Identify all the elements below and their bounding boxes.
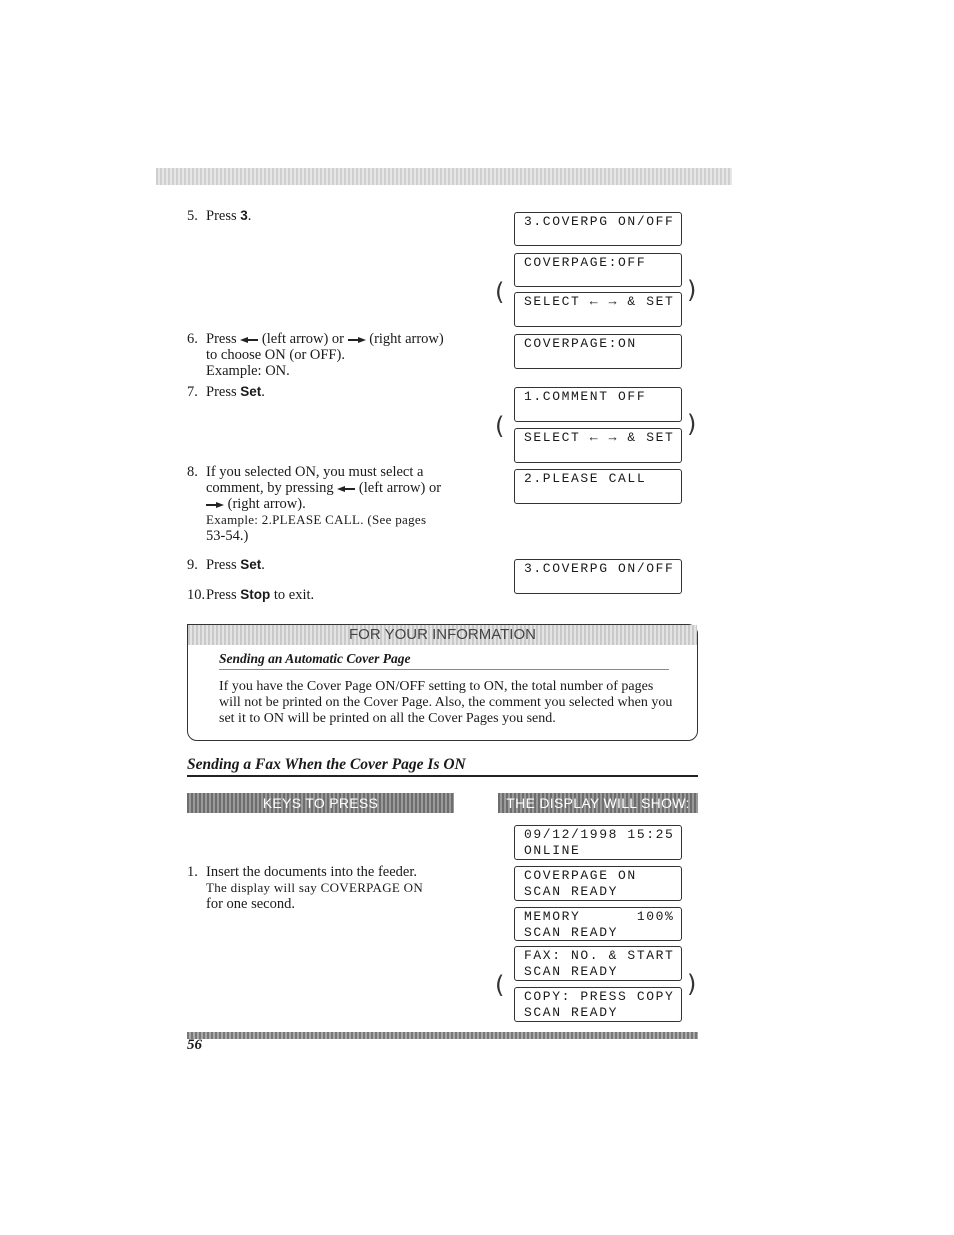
lcd-display: COVERPAGE:ON: [514, 334, 682, 369]
page-number: 56: [187, 1037, 202, 1053]
key-set: Set: [240, 557, 262, 572]
lcd-display: 3.COVERPG ON/OFF: [514, 212, 682, 246]
step-6: 6. Press (left arrow) or (right arrow) to choose ON (or OFF). Example: ON.: [187, 331, 444, 379]
lcd-display: 2.PLEASE CALL: [514, 469, 682, 504]
lcd-display: COVERPAGE:OFF: [514, 253, 682, 287]
key-stop: Stop: [240, 587, 271, 602]
step-10: 10.Press Stop to exit.: [187, 587, 315, 603]
left-arrow-icon: [337, 486, 355, 492]
step-9: 9. Press Set.: [187, 557, 265, 573]
key-set: Set: [240, 384, 262, 399]
lcd-display: FAX: NO. & START SCAN READY: [514, 946, 682, 981]
cycle-left-icon: (: [495, 412, 505, 440]
info-box: [187, 624, 698, 741]
step-7: 7. Press Set.: [187, 384, 265, 400]
info-box-subtitle: Sending an Automatic Cover Page: [219, 651, 411, 666]
cycle-right-icon: ): [687, 276, 697, 304]
cycle-left-icon: (: [495, 278, 505, 306]
lcd-display: 09/12/1998 15:25 ONLINE: [514, 825, 682, 860]
lcd-display: COPY: PRESS COPY SCAN READY: [514, 987, 682, 1022]
cycle-left-icon: (: [495, 971, 505, 999]
display-header: THE DISPLAY WILL SHOW:: [498, 793, 698, 813]
header-band: [156, 168, 732, 185]
lcd-display: MEMORY 100% SCAN READY: [514, 907, 682, 941]
divider: [187, 775, 698, 777]
lcd-display: SELECT ← → & SET: [514, 428, 682, 463]
right-arrow-icon: [348, 337, 366, 343]
keys-header: KEYS TO PRESS: [187, 793, 454, 813]
left-arrow-icon: [240, 337, 258, 343]
step-5: 5. Press 3.: [187, 208, 252, 224]
right-arrow-icon: [206, 502, 224, 508]
divider: [219, 669, 669, 670]
section-title: Sending a Fax When the Cover Page Is ON: [187, 756, 466, 773]
step-1: 1. Insert the documents into the feeder. The display will say COVERPAGE ON for one second.: [187, 864, 424, 912]
info-box-title: FOR YOUR INFORMATION: [188, 625, 697, 645]
key-3: 3: [240, 208, 248, 223]
lcd-display: COVERPAGE ON SCAN READY: [514, 866, 682, 901]
lcd-display: 3.COVERPG ON/OFF: [514, 559, 682, 594]
lcd-display: 1.COMMENT OFF: [514, 387, 682, 422]
cycle-right-icon: ): [687, 410, 697, 438]
cycle-right-icon: ): [687, 970, 697, 998]
info-box-text: If you have the Cover Page ON/OFF setting to ON, the total number of pages will not be printed on the Cover Page. Also, the comment you selected when you set it to ON will be printed on all the Cover Pages you send.: [219, 679, 673, 726]
lcd-display: SELECT ← → & SET: [514, 292, 682, 327]
step-8: 8. If you selected ON, you must select a comment, by pressing (left arrow) or (right arrow). Example: 2.PLEASE CALL. (See pages 53-54.): [187, 464, 442, 544]
footer-band: [187, 1032, 698, 1039]
